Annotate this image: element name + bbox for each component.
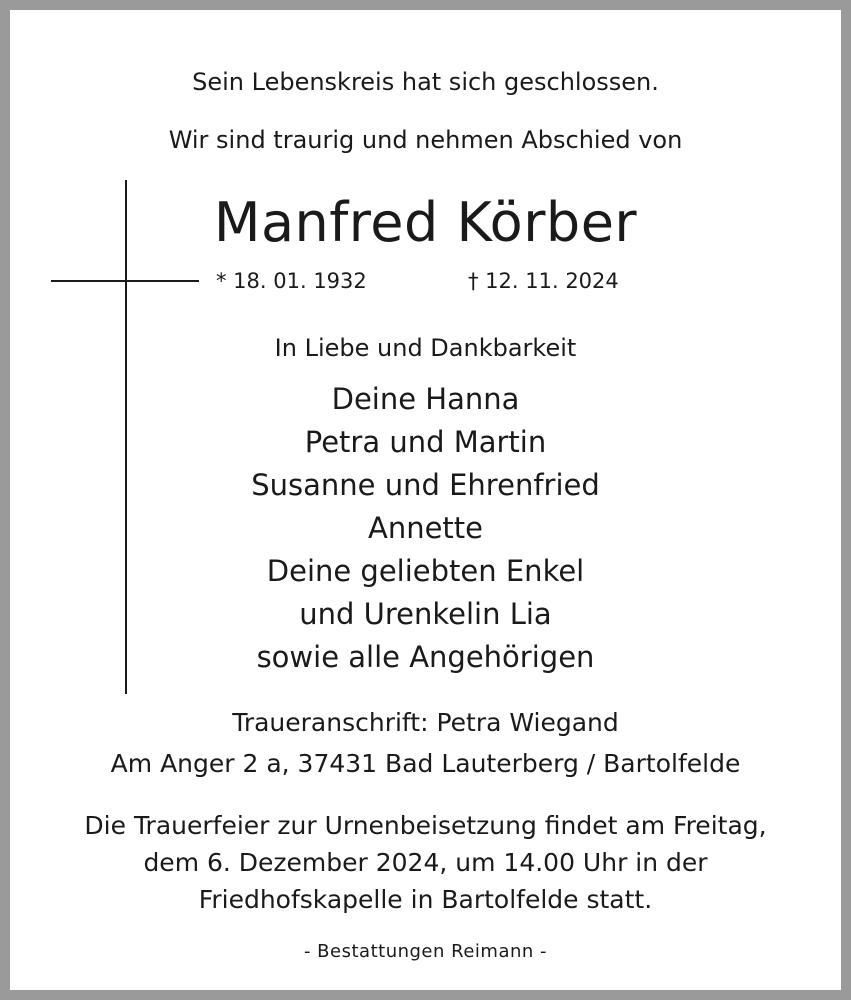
intro-line-1: Sein Lebenskreis hat sich geschlossen. <box>192 68 659 96</box>
intro-line-2: Wir sind traurig und nehmen Abschied von <box>168 126 683 154</box>
birth-date: * 18. 01. 1932 <box>216 269 367 293</box>
mourner-line: und Urenkelin Lia <box>299 597 552 631</box>
address-line-2: Am Anger 2 a, 37431 Bad Lauterberg / Bartolfelde <box>110 749 741 778</box>
undertaker-line: - Bestattungen Reimann - <box>303 941 548 962</box>
mourner-line: Petra und Martin <box>304 425 547 459</box>
obituary-card <box>10 10 841 990</box>
mourner-line: sowie alle Angehörigen <box>256 640 595 674</box>
ceremony-line: dem 6. Dezember 2024, um 14.00 Uhr in der <box>143 848 708 877</box>
deceased-name: Manfred Körber <box>213 191 638 254</box>
ceremony-line: Die Trauerfeier zur Urnenbeisetzung findet am Freitag, <box>84 811 767 840</box>
ceremony-line: Friedhofskapelle in Bartolfelde statt. <box>198 885 653 914</box>
gratitude-line: In Liebe und Dankbarkeit <box>274 334 577 362</box>
mourner-line: Annette <box>367 511 484 545</box>
mourner-line: Deine Hanna <box>331 382 520 416</box>
mourner-line: Deine geliebten Enkel <box>266 554 585 588</box>
mourner-line: Susanne und Ehrenfried <box>251 468 600 502</box>
cross-horizontal-bar <box>51 280 199 282</box>
address-line-1: Traueranschrift: Petra Wiegand <box>232 708 619 737</box>
death-date: † 12. 11. 2024 <box>468 269 619 293</box>
